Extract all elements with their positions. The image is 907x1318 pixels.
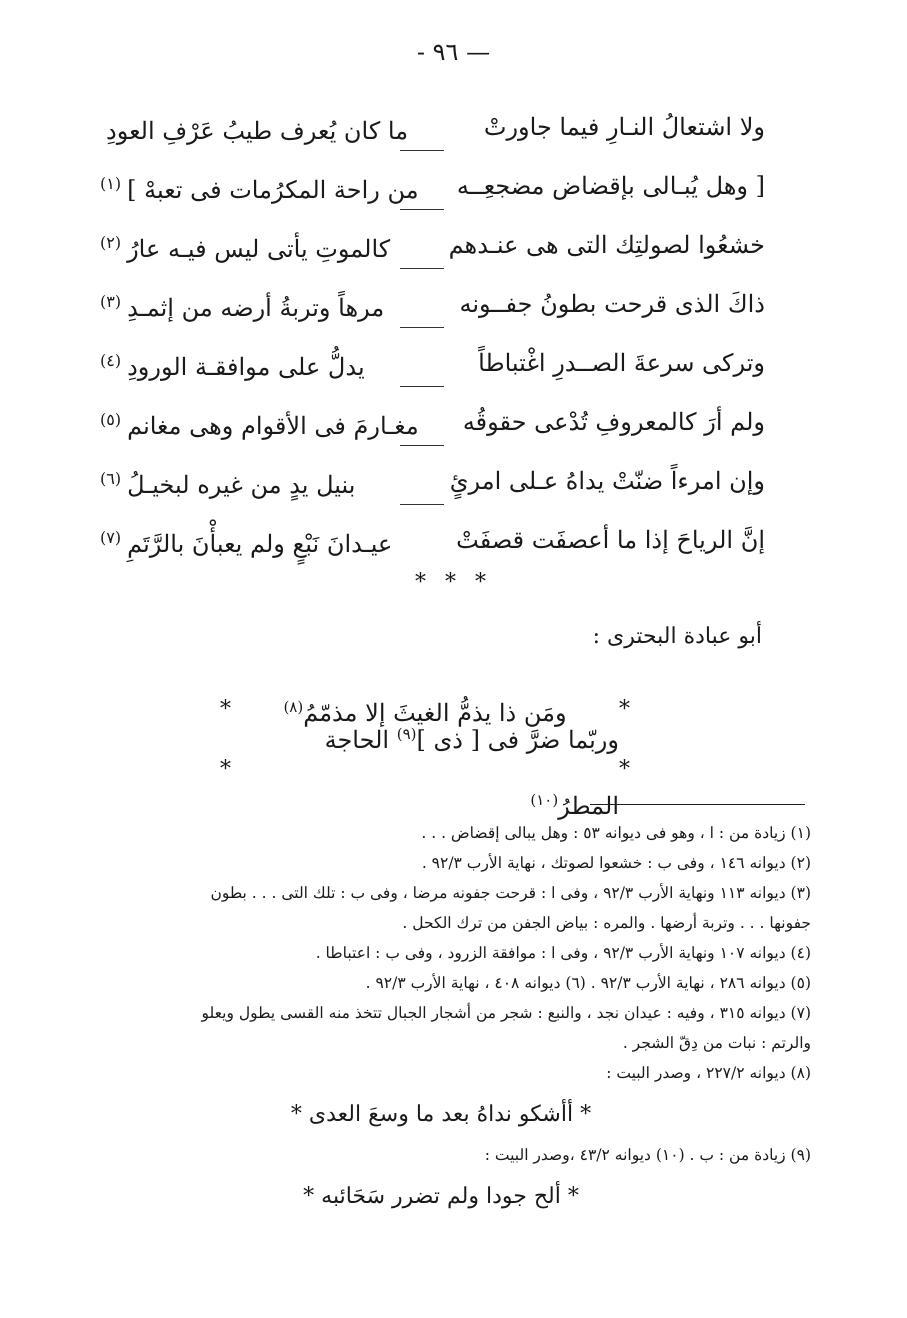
footnote-marker: (٨)	[283, 698, 304, 716]
verse-first-hemistich: وإن امرءاً ضنّتْ يداهُ عـلى امرئٍ	[449, 467, 765, 495]
verse-line	[100, 157, 765, 216]
footnote: (٢) ديوانه ١٤٦ ، وفى ب : خشعوا لصوتك ، نهاية الأرب ٩٢/٣ .	[421, 854, 811, 872]
footnote: (٣) ديوانه ١١٣ ونهاية الأرب ٩٢/٣ ، وفى ا : قرحت جفونه مرضا ، وفى ب : تلك التى . . . بطون	[210, 884, 811, 902]
buhturi-line	[220, 725, 630, 820]
star-mark: *	[220, 757, 231, 782]
footnote: (٧) ديوانه ٣١٥ ، وفيه : عيدان نجد ، والنبع : شجر من أشجار الجبال تتخذ منه القسى يطول ويعلو	[201, 1004, 811, 1022]
verse-second-hemistich: كالموتِ يأتى ليس فيـه عارُ$^{(٢)}$	[100, 232, 391, 263]
buhturi-line-text: ومَن ذا يذمُّ الغيثَ إلا مذمّمُ$^{(٨)}$	[283, 698, 567, 727]
buhturi-line-text: وربّما ضرَّ فى [ ذى ]$^{(٩)}$ الحاجة المطرُ$^{(١٠)}$	[324, 725, 619, 820]
verse-second-hemistich: من راحة المكرُمات فى تعبهْ ]$^{(١)}$	[100, 173, 419, 204]
footnotes	[71, 818, 811, 1222]
footnote-rule	[590, 804, 805, 805]
star-mark: *	[619, 757, 630, 782]
footnote: (٤) ديوانه ١٠٧ ونهاية الأرب ٩٢/٣ ، وفى ا : موافقة الزرود ، وفى ب : اعتباطا .	[315, 944, 811, 962]
poet-heading: أبو عبادة البحترى :	[592, 624, 762, 649]
verse-line	[100, 334, 765, 393]
verse-line	[100, 393, 765, 452]
verse-second-hemistich: يدلُّ على موافقـة الورودِ$^{(٤)}$	[100, 350, 365, 381]
verse-second-hemistich: مرهاً وتربةُ أرضه من إثمـدِ$^{(٣)}$	[100, 291, 385, 322]
quoted-hemistich: * أأشكو نداهُ بعد ما وسعَ العدى *	[290, 1102, 592, 1127]
hemistich-divider	[400, 327, 444, 328]
verse-line	[100, 98, 765, 157]
star-mark: *	[220, 697, 232, 722]
footnote-marker: (٦)	[100, 468, 122, 488]
section-separator: * * *	[415, 570, 492, 595]
verse-first-hemistich: ولا اشتعالُ النـارِ فيما جاورتْ	[483, 113, 765, 141]
footnote-marker: (١)	[100, 173, 122, 193]
hemistich-divider	[400, 445, 444, 446]
footnote: (١) زيادة من : ا ، وهو فى ديوانه ٥٣ : وهل يبالى إقضاض . . .	[421, 824, 811, 842]
verse-first-hemistich: [ وهل يُبـالى بإقضاض مضجعِــه	[456, 172, 765, 200]
verse-first-hemistich: ذاكَ الذى قرحت بطونُ جفــونه	[459, 290, 765, 318]
footnote-marker: (٤)	[100, 350, 122, 370]
footnote-marker: (١٠)	[530, 791, 559, 809]
footnote-marker: (٧)	[100, 527, 122, 547]
verse-second-hemistich: بنيل يدٍ من غيره لبخيـلُ$^{(٦)}$	[100, 468, 356, 499]
verse-line	[100, 511, 765, 570]
verse-second-hemistich: عيـدانَ نَبْعٍ ولم يعبأْنَ بالرَّتَمِ$^{(٧)}$	[100, 527, 393, 558]
verse-first-hemistich: خشعُوا لصولتِك التى هى عنـدهم	[448, 231, 765, 259]
buhturi-verses	[220, 680, 630, 820]
verse-first-hemistich: وتركى سرعةَ الصــدرِ اغْتباطاً	[478, 349, 765, 377]
footnote-marker: (٥)	[100, 409, 122, 429]
verse-second-hemistich: ما كان يُعرف طيبُ عَرْفِ العودِ	[106, 116, 409, 145]
verse-block	[100, 98, 765, 570]
star-mark: *	[619, 697, 630, 722]
verse-first-hemistich: إنَّ الرياحَ إذا ما أعصفَت قصفَتْ	[456, 526, 765, 554]
verse-line	[100, 275, 765, 334]
footnote: (٨) ديوانه ٢٢٧/٢ ، وصدر البيت :	[606, 1064, 811, 1082]
footnote: (٩) زيادة من : ب . (١٠) ديوانه ٤٣/٢ ،وصدر البيت :	[484, 1146, 811, 1164]
footnote: (٥) ديوانه ٢٨٦ ، نهاية الأرب ٩٢/٣ . (٦) ديوانه ٤٠٨ ، نهاية الأرب ٩٢/٣ .	[365, 974, 811, 992]
verse-line	[100, 452, 765, 511]
page-number: — ٩٦ -	[416, 38, 491, 66]
hemistich-divider	[400, 504, 444, 505]
hemistich-divider	[400, 150, 444, 151]
hemistich-divider	[400, 386, 444, 387]
hemistich-divider	[400, 209, 444, 210]
quoted-hemistich: * ألح جودا ولم تضرر سَحَائبه *	[303, 1184, 579, 1209]
footnote: والرتم : نبات من دِقّ الشجر .	[622, 1034, 811, 1052]
footnote-marker: (٩)	[396, 725, 417, 743]
footnote: جفونها . . . وتربة أرضها . والمره : بياض الجفن من ترك الكحل .	[402, 914, 811, 932]
verse-line	[100, 216, 765, 275]
hemistich-divider	[400, 268, 444, 269]
footnote-marker: (٣)	[100, 291, 122, 311]
verse-first-hemistich: ولم أرَ كالمعروفِ تُدْعى حقوقُه	[462, 408, 765, 436]
verse-second-hemistich: مغـارمَ فى الأقوام وهى مغانم$^{(٥)}$	[100, 409, 419, 440]
footnote-marker: (٢)	[100, 232, 122, 252]
